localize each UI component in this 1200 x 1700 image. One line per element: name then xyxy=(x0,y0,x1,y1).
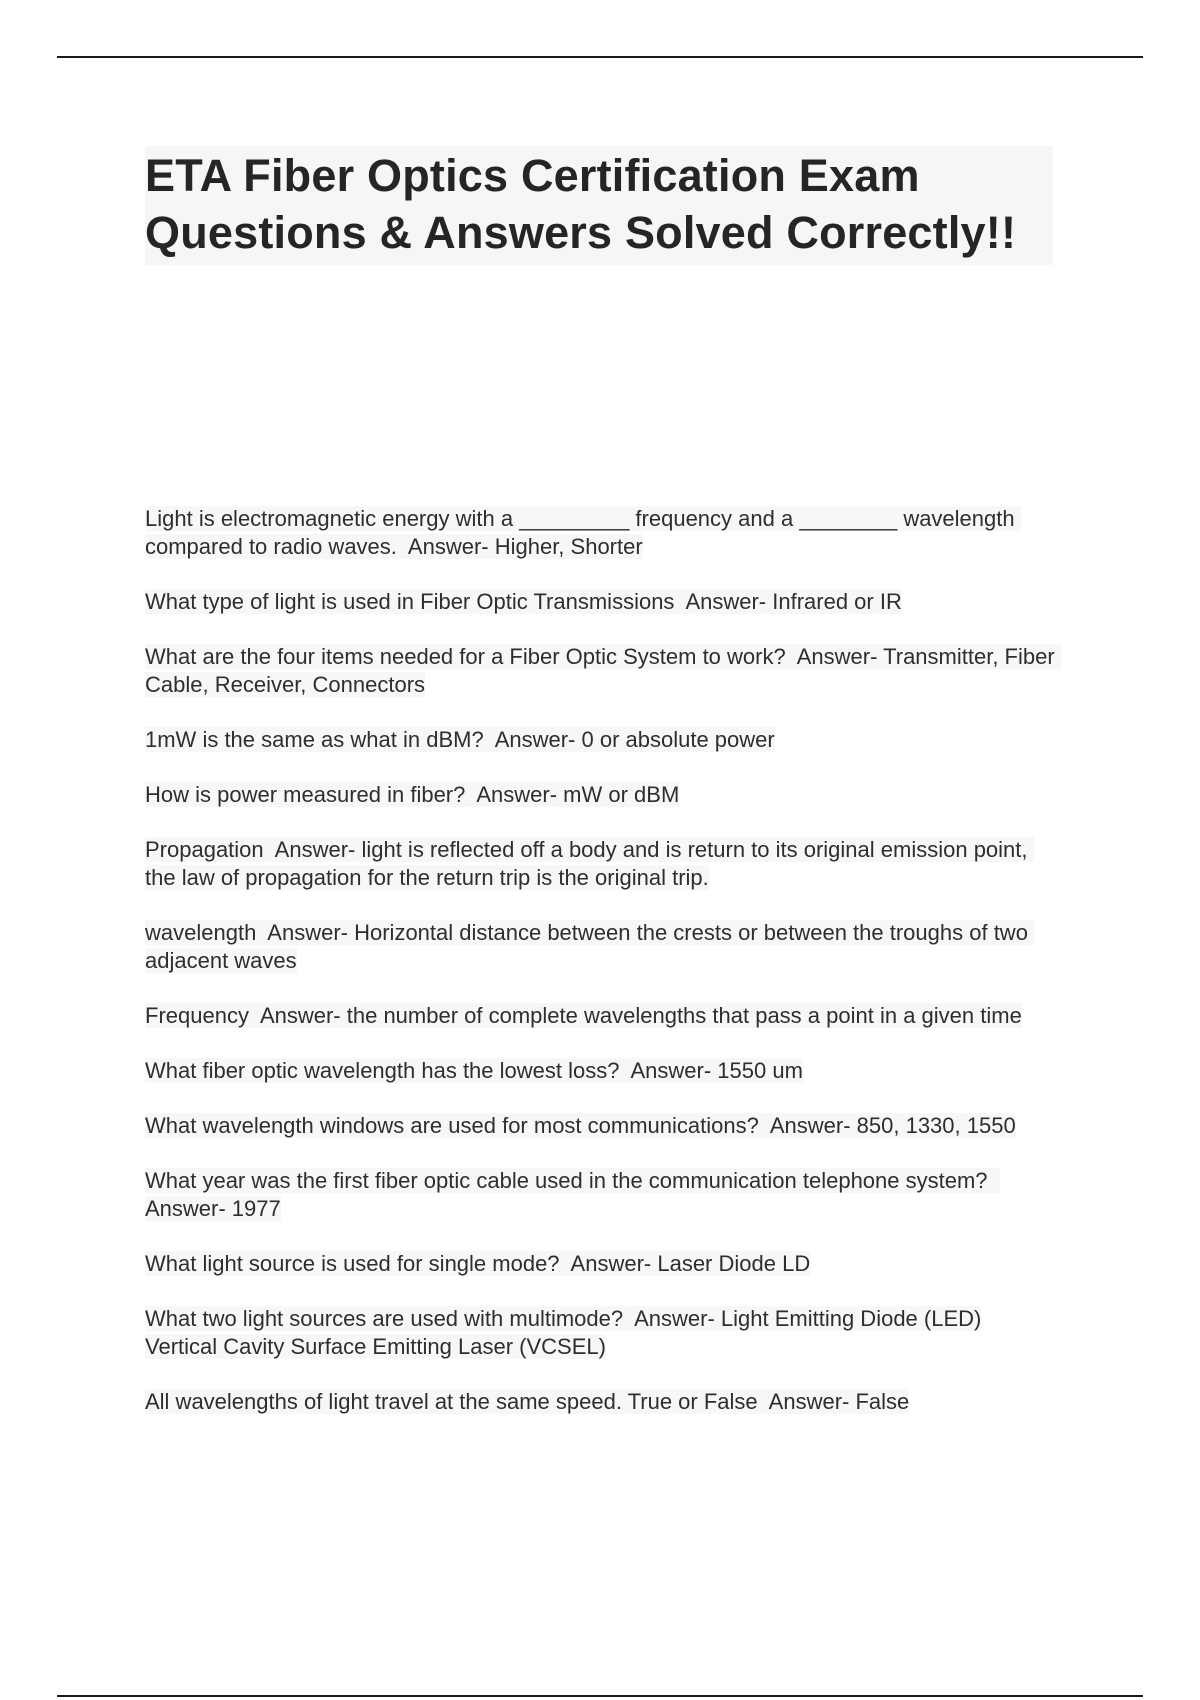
qa-item xyxy=(145,588,1060,616)
qa-text: What are the four items needed for a Fiber Optic System to work? Answer- Transmitter, Fiber Cable, Receiver, Connectors xyxy=(145,644,1061,697)
footer-rule xyxy=(57,1695,1143,1697)
qa-item xyxy=(145,781,1060,809)
qa-text: wavelength Answer- Horizontal distance between the crests or between the troughs of two adjacent waves xyxy=(145,920,1035,973)
header-rule xyxy=(57,56,1143,58)
qa-item xyxy=(145,1167,1060,1223)
qa-item xyxy=(145,505,1060,561)
qa-item xyxy=(145,919,1060,975)
qa-text: What two light sources are used with multimode? Answer- Light Emitting Diode (LED) Vertical Cavity Surface Emitting Laser (VCSEL) xyxy=(145,1306,982,1359)
qa-item xyxy=(145,836,1060,892)
qa-text: What type of light is used in Fiber Optic Transmissions Answer- Infrared or IR xyxy=(145,589,902,614)
qa-text: What light source is used for single mode? Answer- Laser Diode LD xyxy=(145,1251,811,1276)
document-title: ETA Fiber Optics Certification Exam Questions & Answers Solved Correctly!! xyxy=(145,150,1017,258)
qa-text: What year was the first fiber optic cable used in the communication telephone system? Answer- 1977 xyxy=(145,1168,1000,1221)
qa-list xyxy=(145,505,1060,1443)
qa-text: Frequency Answer- the number of complete wavelengths that pass a point in a given time xyxy=(145,1003,1022,1028)
qa-item xyxy=(145,1002,1060,1030)
qa-text: 1mW is the same as what in dBM? Answer- 0 or absolute power xyxy=(145,727,775,752)
title-block xyxy=(145,146,1053,265)
qa-text: What fiber optic wavelength has the lowest loss? Answer- 1550 um xyxy=(145,1058,803,1083)
qa-text: Light is electromagnetic energy with a _________ frequency and a ________ wavelength compared to radio waves. Answer- Higher, Shorter xyxy=(145,506,1021,559)
qa-text: Propagation Answer- light is reflected off a body and is return to its original emission point, the law of propagation for the return trip is the original trip. xyxy=(145,837,1034,890)
qa-item xyxy=(145,1388,1060,1416)
qa-text: How is power measured in fiber? Answer- mW or dBM xyxy=(145,782,680,807)
qa-item xyxy=(145,643,1060,699)
qa-text: All wavelengths of light travel at the same speed. True or False Answer- False xyxy=(145,1389,910,1414)
qa-item xyxy=(145,1112,1060,1140)
qa-item xyxy=(145,726,1060,754)
qa-text: What wavelength windows are used for most communications? Answer- 850, 1330, 1550 xyxy=(145,1113,1016,1138)
qa-item xyxy=(145,1250,1060,1278)
qa-item xyxy=(145,1305,1060,1361)
qa-item xyxy=(145,1057,1060,1085)
